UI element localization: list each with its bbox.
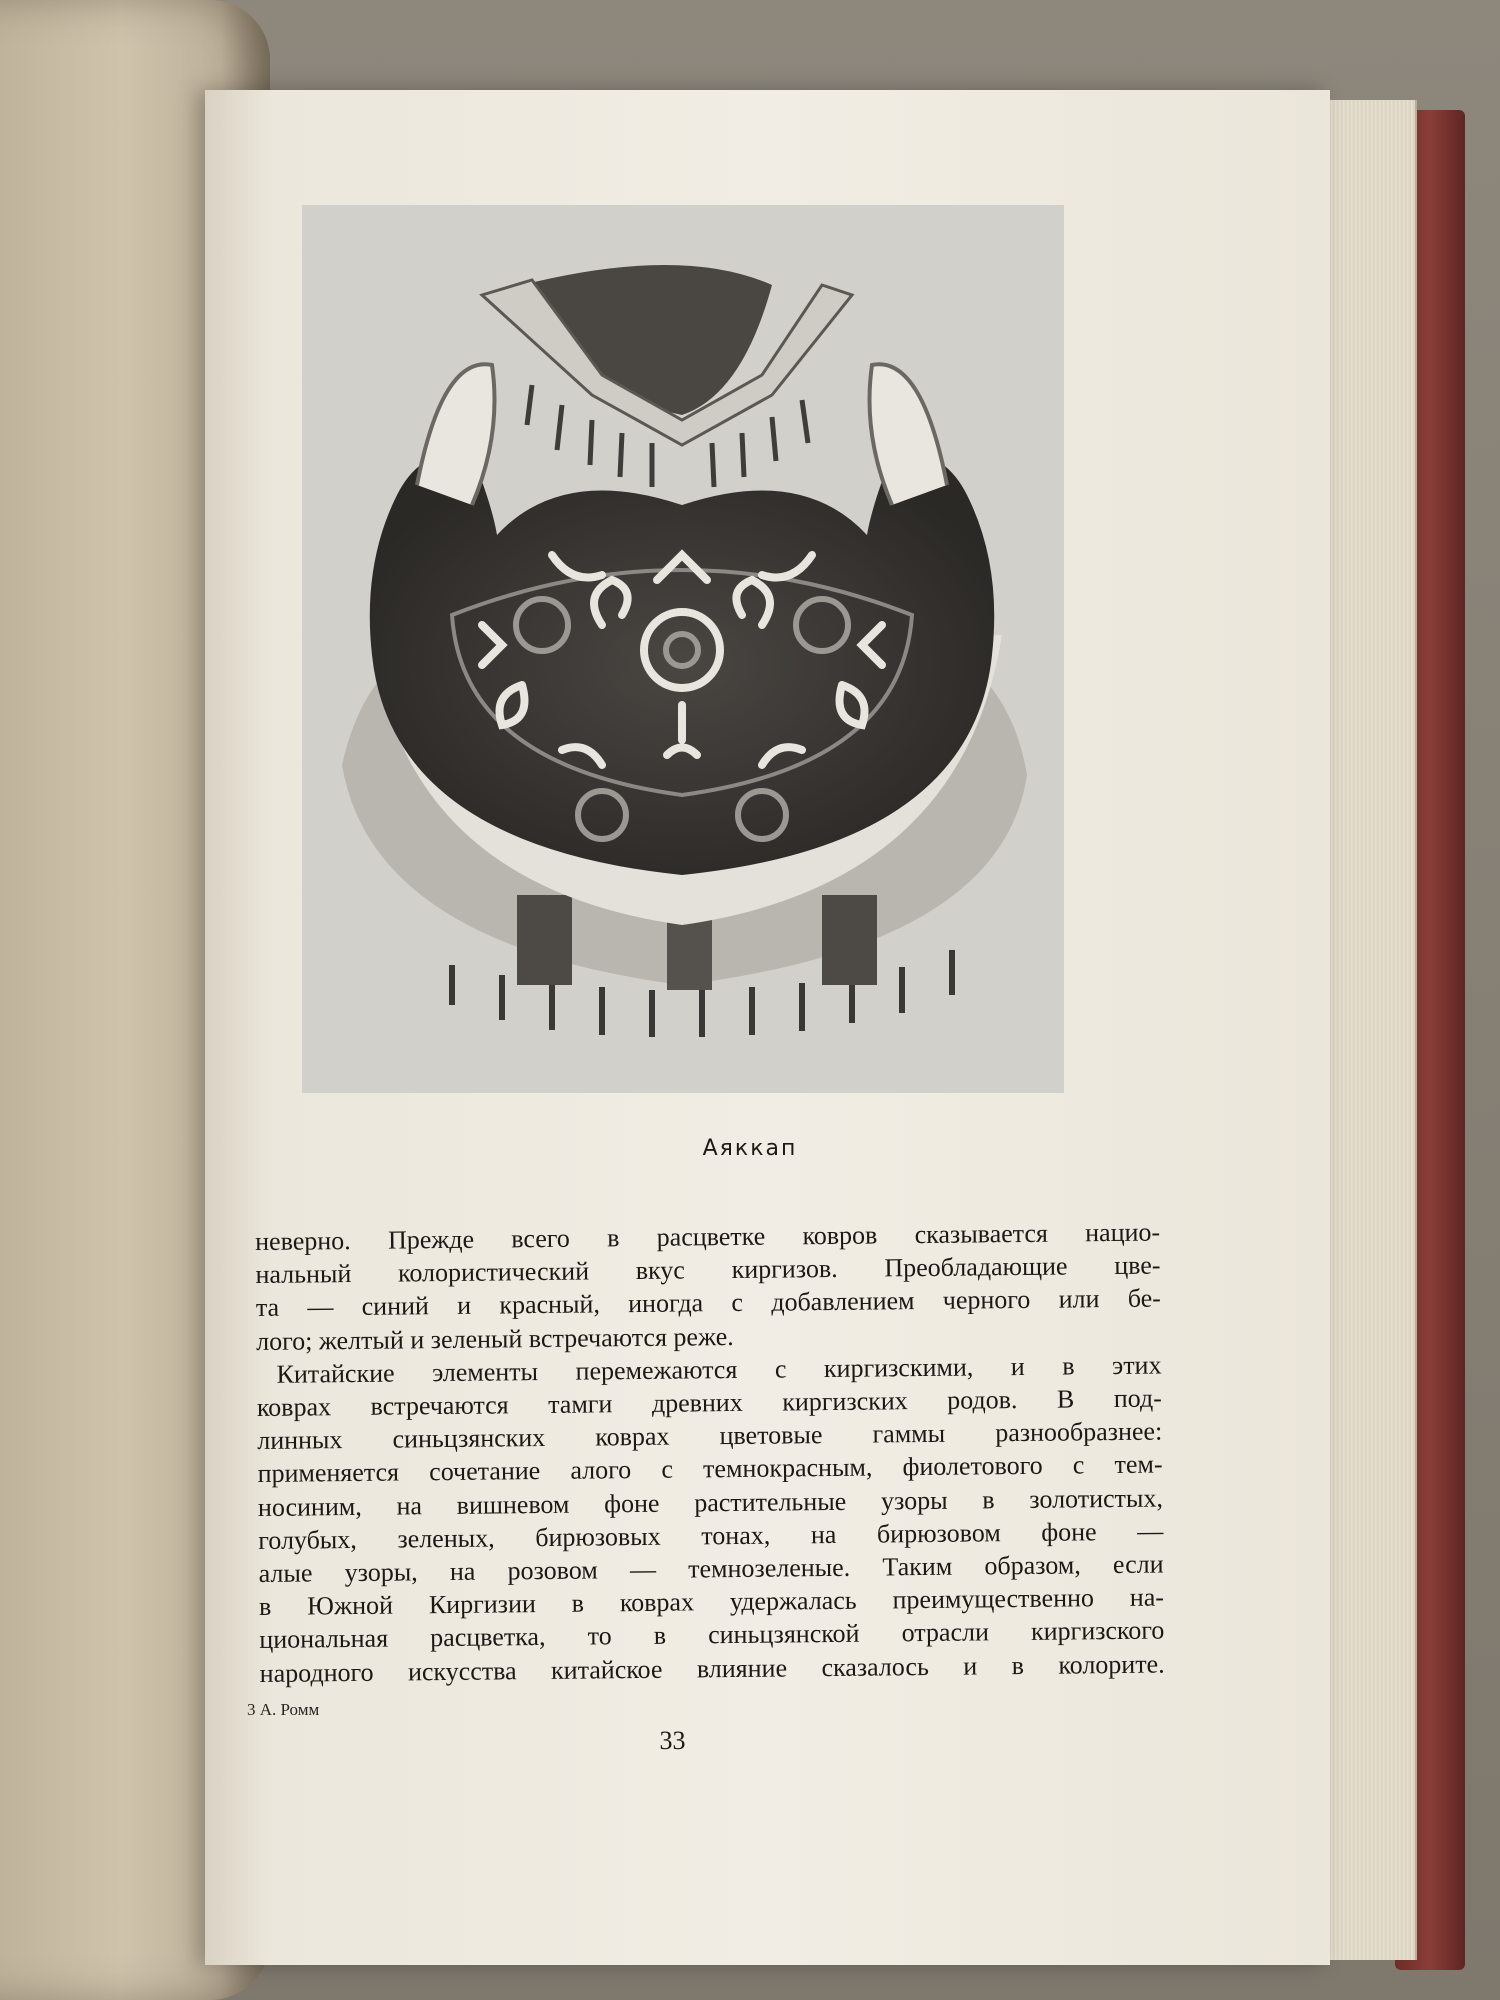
text-line: голубых, зеленых, бирюзовых тонах, на бирюзовом фоне — (258, 1516, 1164, 1555)
text-line: неверно. Прежде всего в расцветке ковров сказывается нацио- (255, 1217, 1161, 1256)
text-line: та — синий и красный, иногда с добавлением черного или бе- (255, 1283, 1161, 1323)
text-line: лого; желтый и зеленый встречаются реже. (256, 1321, 734, 1356)
text-line: линных синьцзянских коврах цветовые гаммы разнообразнее: (257, 1416, 1163, 1456)
text-line: Китайские элементы перемежаются с киргизскими, и в этих (276, 1350, 1162, 1389)
text-line: алые узоры, на розовом — темнозеленые. Таким образом, если (258, 1549, 1164, 1589)
text-line: коврах встречаются тамги древних киргизских родов. В под- (256, 1383, 1163, 1423)
text-line: носиним, на вишневом фоне растительные узоры в золотистых, (257, 1483, 1164, 1522)
page-edges (1320, 100, 1417, 1960)
text-line: применяется сочетание алого с темнокрасным, фиолетового с тем- (257, 1449, 1163, 1489)
figure-caption: Аяккап (702, 1136, 798, 1161)
text-line: народного искусства китайское влияние сказалось и в колорите. (259, 1649, 1165, 1688)
text-line: циональная расцветка, то в синьцзянской отрасли киргизского (259, 1615, 1165, 1655)
page-number: 33 (659, 1726, 686, 1755)
text-line: в Южной Киргизии в коврах удержалась преимущественно на- (258, 1582, 1165, 1622)
signature-mark: 3 А. Ромм (247, 1700, 320, 1719)
text-line: нальный колористический вкус киргизов. Преобладающие цве- (255, 1250, 1161, 1290)
body-text (255, 1216, 1165, 1690)
ayakkap-illustration (302, 205, 1064, 1093)
figure-plate (302, 205, 1064, 1093)
